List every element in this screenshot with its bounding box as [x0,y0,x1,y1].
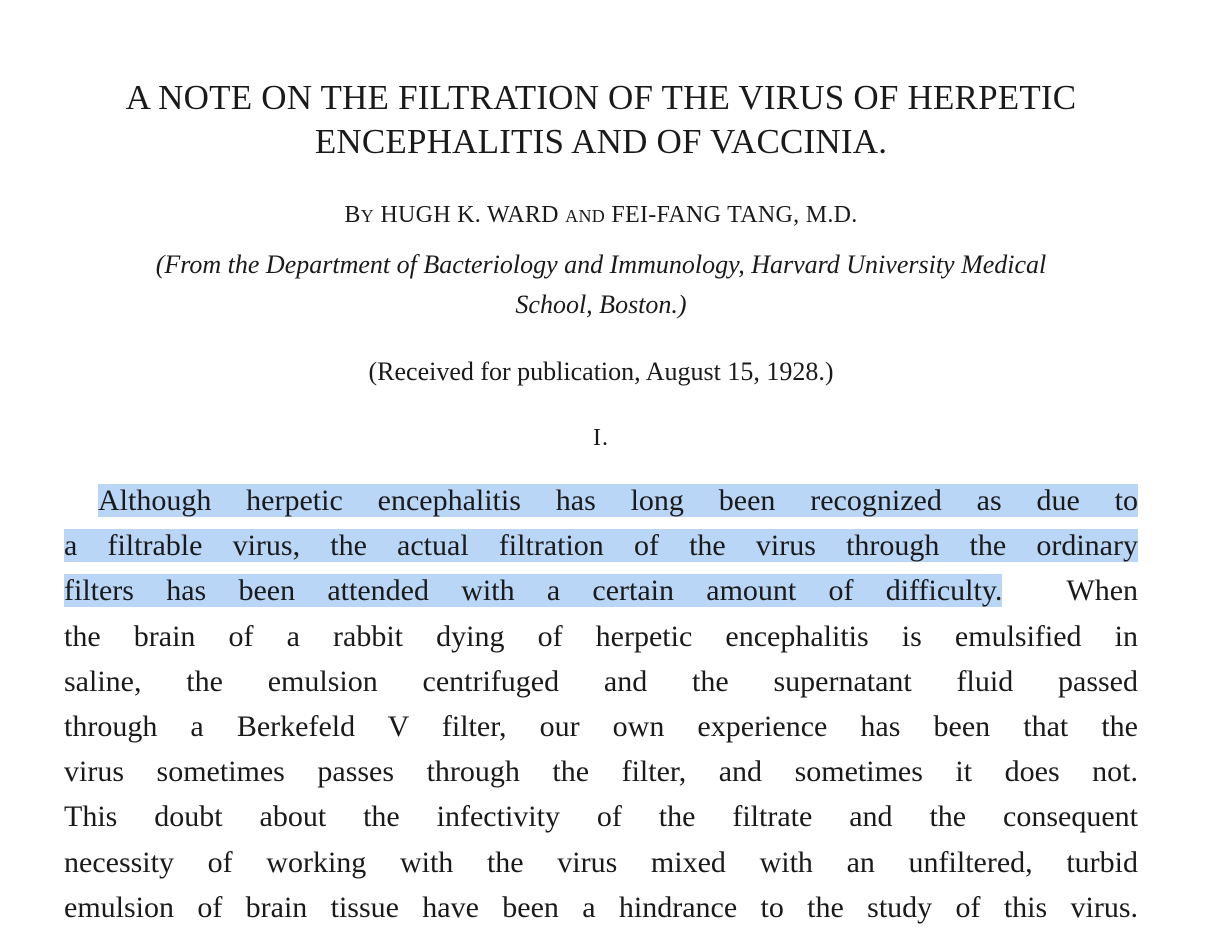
line-text: through a Berkefeld V filter, our own experience has been that the [64,710,1138,744]
byline-by-initial: B [344,202,361,228]
selected-text[interactable]: filters has been attended with a certain amount of difficulty. [64,574,1003,608]
paragraph-line [64,478,1138,523]
byline [64,202,1138,229]
line-text: When [1002,574,1139,608]
byline-by-rest: Y [360,206,375,226]
line-text: emulsion of brain tissue have been a hindrance to the study of this virus. [64,890,1138,924]
affiliation-line-2: School, Boston.) [515,290,687,319]
line-text: This doubt about the infectivity of the filtrate and the consequent [64,800,1138,834]
paragraph-line [64,523,1138,568]
body-paragraph [64,478,1138,930]
line-text: necessity of working with the virus mixed with an unfiltered, turbid [64,845,1138,879]
title-line-2: ENCEPHALITIS AND OF VACCINIA. [314,122,888,161]
affiliation [64,245,1138,325]
selected-text[interactable]: a filtrable virus, the actual filtration of the virus through the ordinary [64,529,1138,563]
paragraph-line [64,568,1138,613]
paragraph-line [64,659,1138,704]
paragraph-line [64,749,1138,794]
paper-page [64,70,1138,930]
paper-title [64,76,1138,164]
paragraph-line [64,794,1138,839]
paragraph-line [64,840,1138,885]
author-2: FEI-FANG TANG, M.D. [611,202,858,228]
selected-text[interactable]: Although herpetic encephalitis has long been recognized as due to [98,484,1138,517]
author-1: HUGH K. WARD [380,202,559,228]
byline-and: AND [565,206,606,226]
title-line-1: A NOTE ON THE FILTRATION OF THE VIRUS OF HERPETIC [125,78,1077,117]
affiliation-line-1: (From the Department of Bacteriology and Immunology, Harvard University Medical [155,250,1047,279]
line-text: virus sometimes passes through the filter, and sometimes it does not. [64,755,1138,789]
paragraph-line [64,885,1138,930]
received-date: (Received for publication, August 15, 1928.) [368,357,834,386]
paragraph-line [64,704,1138,749]
line-text: the brain of a rabbit dying of herpetic encephalitis is emulsified in [64,619,1138,653]
section-heading: I. [593,425,609,451]
line-text: saline, the emulsion centrifuged and the supernatant fluid passed [64,664,1138,698]
paragraph-line [64,614,1138,659]
